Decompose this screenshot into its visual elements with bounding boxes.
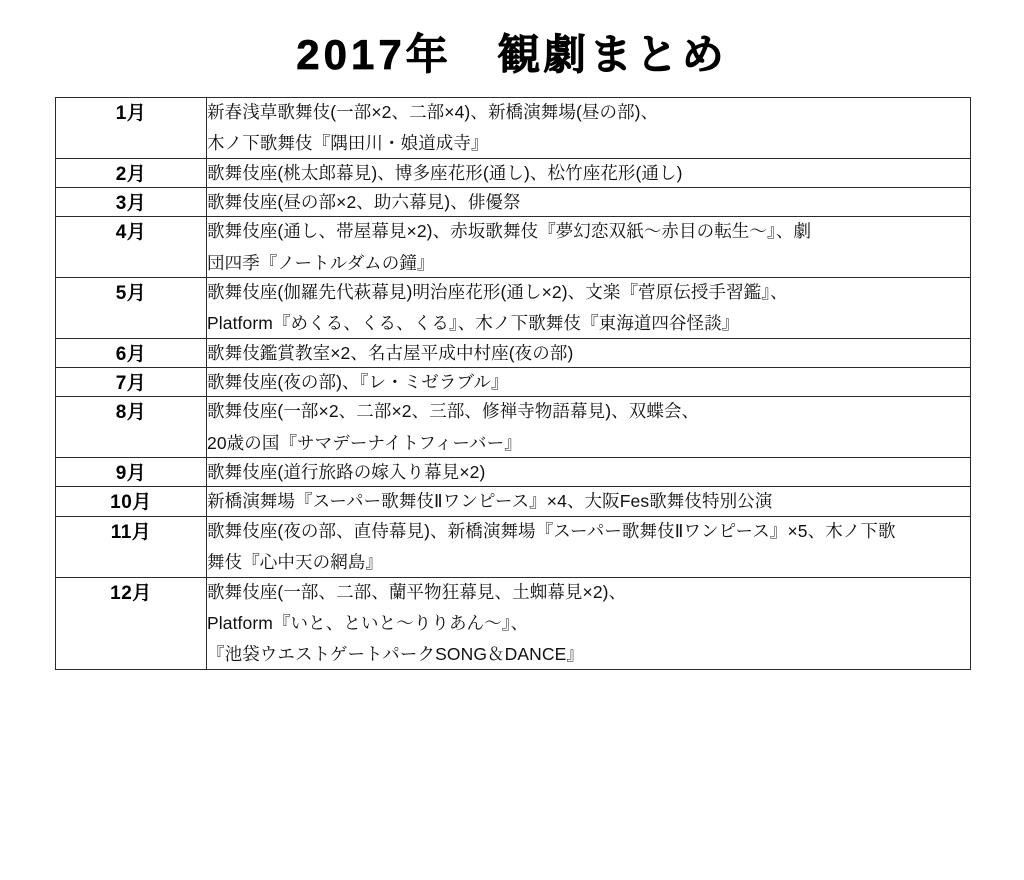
performances-line: 歌舞伎座(通し、帯屋幕見×2)、赤坂歌舞伎『夢幻恋双紙〜赤目の転生〜』、劇 xyxy=(207,221,812,242)
performances-line: 歌舞伎座(道行旅路の嫁入り幕見×2) xyxy=(207,462,486,483)
month-cell: 12月 xyxy=(56,577,207,669)
month-cell: 10月 xyxy=(56,487,207,516)
performances-cell xyxy=(207,98,971,159)
month-cell: 6月 xyxy=(56,338,207,367)
schedule-table-body xyxy=(56,98,971,670)
month-cell: 9月 xyxy=(56,458,207,487)
performances-cell xyxy=(207,188,971,217)
table-row xyxy=(56,217,971,278)
performances-line: 歌舞伎鑑賞教室×2、名古屋平成中村座(夜の部) xyxy=(207,342,574,363)
performances-line: 歌舞伎座(一部、二部、蘭平物狂幕見、土蜘幕見×2)、 xyxy=(207,581,627,602)
performances-line: 20歳の国『サマデーナイトフィーバー』 xyxy=(207,432,522,453)
month-cell: 11月 xyxy=(56,516,207,577)
month-cell: 2月 xyxy=(56,158,207,187)
month-cell: 8月 xyxy=(56,397,207,458)
table-row xyxy=(56,338,971,367)
performances-cell xyxy=(207,368,971,397)
table-row xyxy=(56,158,971,187)
performances-line: 歌舞伎座(昼の部×2、助六幕見)、俳優祭 xyxy=(207,192,521,213)
month-cell: 3月 xyxy=(56,188,207,217)
table-row xyxy=(56,98,971,159)
performances-cell xyxy=(207,397,971,458)
performances-line: 歌舞伎座(桃太郎幕見)、博多座花形(通し)、松竹座花形(通し) xyxy=(207,162,683,183)
performances-line: 『池袋ウエストゲートパークSONG＆DANCE』 xyxy=(207,644,584,665)
performances-line: 団四季『ノートルダムの鐘』 xyxy=(207,252,435,273)
performances-line: 歌舞伎座(夜の部、直侍幕見)、新橋演舞場『スーパー歌舞伎Ⅱワンピース』×5、木ノ下歌 xyxy=(207,520,896,541)
month-cell: 7月 xyxy=(56,368,207,397)
performances-line: 木ノ下歌舞伎『隅田川・娘道成寺』 xyxy=(207,133,489,154)
performances-cell xyxy=(207,278,971,339)
performances-cell xyxy=(207,338,971,367)
table-row xyxy=(56,188,971,217)
performances-line: 歌舞伎座(夜の部)、『レ・ミゼラブル』 xyxy=(207,372,509,393)
schedule-table-container xyxy=(55,97,968,670)
performances-line: 新橋演舞場『スーパー歌舞伎Ⅱワンピース』×4、大阪Fes歌舞伎特別公演 xyxy=(207,491,773,512)
month-cell: 4月 xyxy=(56,217,207,278)
performances-cell xyxy=(207,158,971,187)
performances-line: 舞伎『心中天の網島』 xyxy=(207,552,383,573)
performances-cell xyxy=(207,487,971,516)
performances-cell xyxy=(207,516,971,577)
table-row xyxy=(56,368,971,397)
performances-line: 歌舞伎座(一部×2、二部×2、三部、修禅寺物語幕見)、双蝶会、 xyxy=(207,401,700,422)
performances-cell xyxy=(207,217,971,278)
table-row xyxy=(56,458,971,487)
table-row xyxy=(56,278,971,339)
performances-cell xyxy=(207,577,971,669)
table-row xyxy=(56,397,971,458)
month-cell: 1月 xyxy=(56,98,207,159)
performances-line: 歌舞伎座(伽羅先代萩幕見)明治座花形(通し×2)、文楽『菅原伝授手習鑑』、 xyxy=(207,282,788,303)
performances-line: Platform『めくる、くる、くる』、木ノ下歌舞伎『東海道四谷怪談』 xyxy=(207,313,740,334)
table-row xyxy=(56,487,971,516)
schedule-table xyxy=(55,97,971,670)
performances-cell xyxy=(207,458,971,487)
table-row xyxy=(56,516,971,577)
table-row xyxy=(56,577,971,669)
performances-line: Platform『いと、といと〜りりあん〜』、 xyxy=(207,612,529,633)
page-title: 2017年 観劇まとめ xyxy=(296,31,728,78)
performances-line: 新春浅草歌舞伎(一部×2、二部×4)、新橋演舞場(昼の部)、 xyxy=(207,102,659,122)
month-cell: 5月 xyxy=(56,278,207,339)
